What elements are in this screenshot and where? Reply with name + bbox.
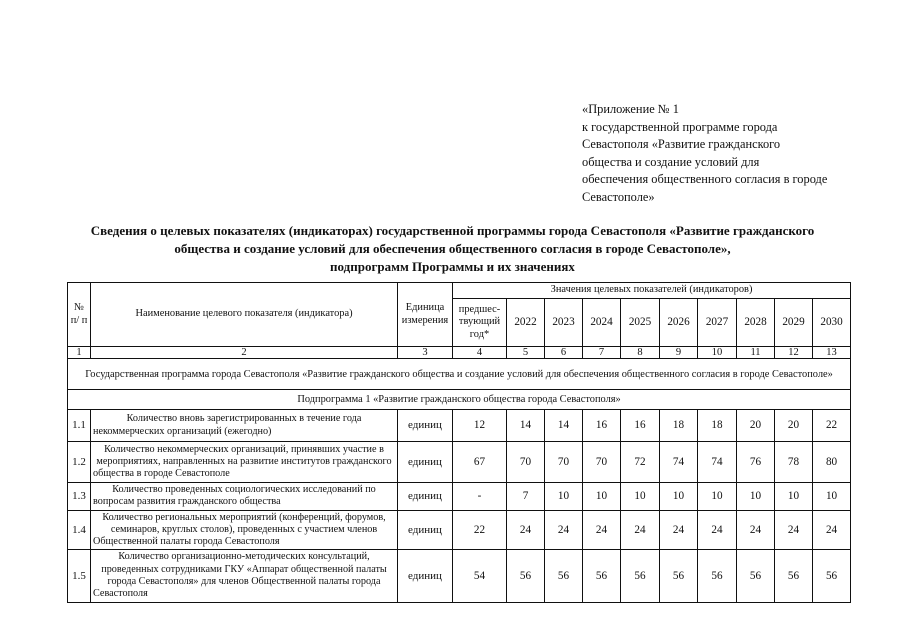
appendix-line: общества и создание условий для [582,154,760,169]
appendix-note [582,101,882,207]
year-value: 10 [737,483,775,511]
year-value: 18 [698,410,737,442]
year-value: 56 [813,550,851,602]
column-index: 7 [583,347,621,359]
year-value: 20 [737,410,775,442]
subprogram-title: Подпрограмма 1 «Развитие гражданского общества города Севастополя» [68,390,851,410]
column-index: 10 [698,347,737,359]
year-value: 76 [737,442,775,483]
table-row [68,442,851,483]
prev-year-value: 54 [453,550,507,602]
header-year: 2030 [813,299,851,347]
column-index: 5 [507,347,545,359]
year-value: 78 [775,442,813,483]
column-index: 8 [621,347,660,359]
year-value: 70 [507,442,545,483]
header-values-group: Значения целевых показателей (индикаторов) [453,283,851,299]
year-value: 56 [698,550,737,602]
year-value: 70 [545,442,583,483]
header-unit: Единица измерения [398,283,453,347]
appendix-line: к государственной программе города [582,119,778,134]
column-index: 1 [68,347,91,359]
year-value: 16 [621,410,660,442]
unit-cell: единиц [398,550,453,602]
row-number: 1.2 [68,442,91,483]
column-index: 2 [91,347,398,359]
column-index: 12 [775,347,813,359]
column-index: 13 [813,347,851,359]
year-value: 74 [660,442,698,483]
year-value: 74 [698,442,737,483]
indicators-table [67,282,851,603]
prev-year-value: - [453,483,507,511]
indicator-name: Количество проведенных социологических исследований по вопросам развития гражданского общества [91,483,398,511]
year-value: 80 [813,442,851,483]
year-value: 56 [660,550,698,602]
header-year: 2026 [660,299,698,347]
indicator-name: Количество организационно-методических консультаций, проведенных сотрудниками ГКУ «Аппарат общественной палаты города Севастополя» для членов Общественной палаты города Севастополя [91,550,398,602]
column-index: 4 [453,347,507,359]
title-line: общества и создание условий для обеспечения общественного согласия в городе Севастополе», [174,241,731,256]
table-row [68,550,851,602]
column-index: 3 [398,347,453,359]
column-index: 6 [545,347,583,359]
year-value: 10 [583,483,621,511]
row-number: 1.5 [68,550,91,602]
header-prev-year: предшес- твующий год* [453,299,507,347]
year-value: 16 [583,410,621,442]
header-num: № п/ п [68,283,91,347]
table-row [68,410,851,442]
header-year: 2029 [775,299,813,347]
year-value: 10 [660,483,698,511]
table-row [68,483,851,511]
appendix-line: обеспечения общественного согласия в городе [582,172,828,187]
title-line: подпрограмм Программы и их значениях [330,259,575,274]
year-value: 56 [737,550,775,602]
appendix-line: Севастополя «Развитие гражданского [582,137,781,152]
year-value: 24 [545,510,583,550]
year-value: 72 [621,442,660,483]
year-value: 56 [545,550,583,602]
year-value: 56 [621,550,660,602]
year-value: 24 [813,510,851,550]
header-year: 2025 [621,299,660,347]
table-row [68,510,851,550]
year-value: 14 [545,410,583,442]
header-year: 2022 [507,299,545,347]
year-value: 24 [698,510,737,550]
year-value: 24 [660,510,698,550]
year-value: 24 [621,510,660,550]
indicator-name: Количество вновь зарегистрированных в течение года некоммерческих организаций (ежегодно) [91,410,398,442]
header-year: 2027 [698,299,737,347]
unit-cell: единиц [398,442,453,483]
prev-year-value: 12 [453,410,507,442]
prev-year-value: 22 [453,510,507,550]
appendix-line: Севастополе» [582,189,655,204]
indicator-name: Количество некоммерческих организаций, принявших участие в мероприятиях, направленных на развитие институтов гражданского общества в городе Севастополе [91,442,398,483]
row-number: 1.4 [68,510,91,550]
year-value: 14 [507,410,545,442]
unit-cell: единиц [398,483,453,511]
header-name: Наименование целевого показателя (индикатора) [91,283,398,347]
year-value: 10 [775,483,813,511]
unit-cell: единиц [398,410,453,442]
row-number: 1.3 [68,483,91,511]
document-title [40,222,865,276]
year-value: 10 [813,483,851,511]
prev-year-value: 67 [453,442,507,483]
year-value: 22 [813,410,851,442]
appendix-line: «Приложение № 1 [582,102,679,116]
unit-cell: единиц [398,510,453,550]
program-title: Государственная программа города Севастополя «Развитие гражданского общества и создание условий для обеспечения общественного согласия в городе Севастополе» [68,359,851,390]
year-value: 56 [775,550,813,602]
year-value: 56 [583,550,621,602]
year-value: 70 [583,442,621,483]
year-value: 7 [507,483,545,511]
header-year: 2023 [545,299,583,347]
header-year: 2024 [583,299,621,347]
year-value: 24 [737,510,775,550]
year-value: 10 [545,483,583,511]
year-value: 10 [698,483,737,511]
year-value: 24 [775,510,813,550]
column-index: 11 [737,347,775,359]
year-value: 18 [660,410,698,442]
column-index: 9 [660,347,698,359]
header-year: 2028 [737,299,775,347]
year-value: 24 [507,510,545,550]
year-value: 20 [775,410,813,442]
indicator-name: Количество региональных мероприятий (конференций, форумов, семинаров, круглых столов), проведенных с участием членов Общественной палаты города Севастополя [91,510,398,550]
year-value: 10 [621,483,660,511]
year-value: 56 [507,550,545,602]
row-number: 1.1 [68,410,91,442]
title-line: Сведения о целевых показателях (индикаторах) государственной программы города Севастополя «Развитие гражданского [90,223,815,238]
year-value: 24 [583,510,621,550]
